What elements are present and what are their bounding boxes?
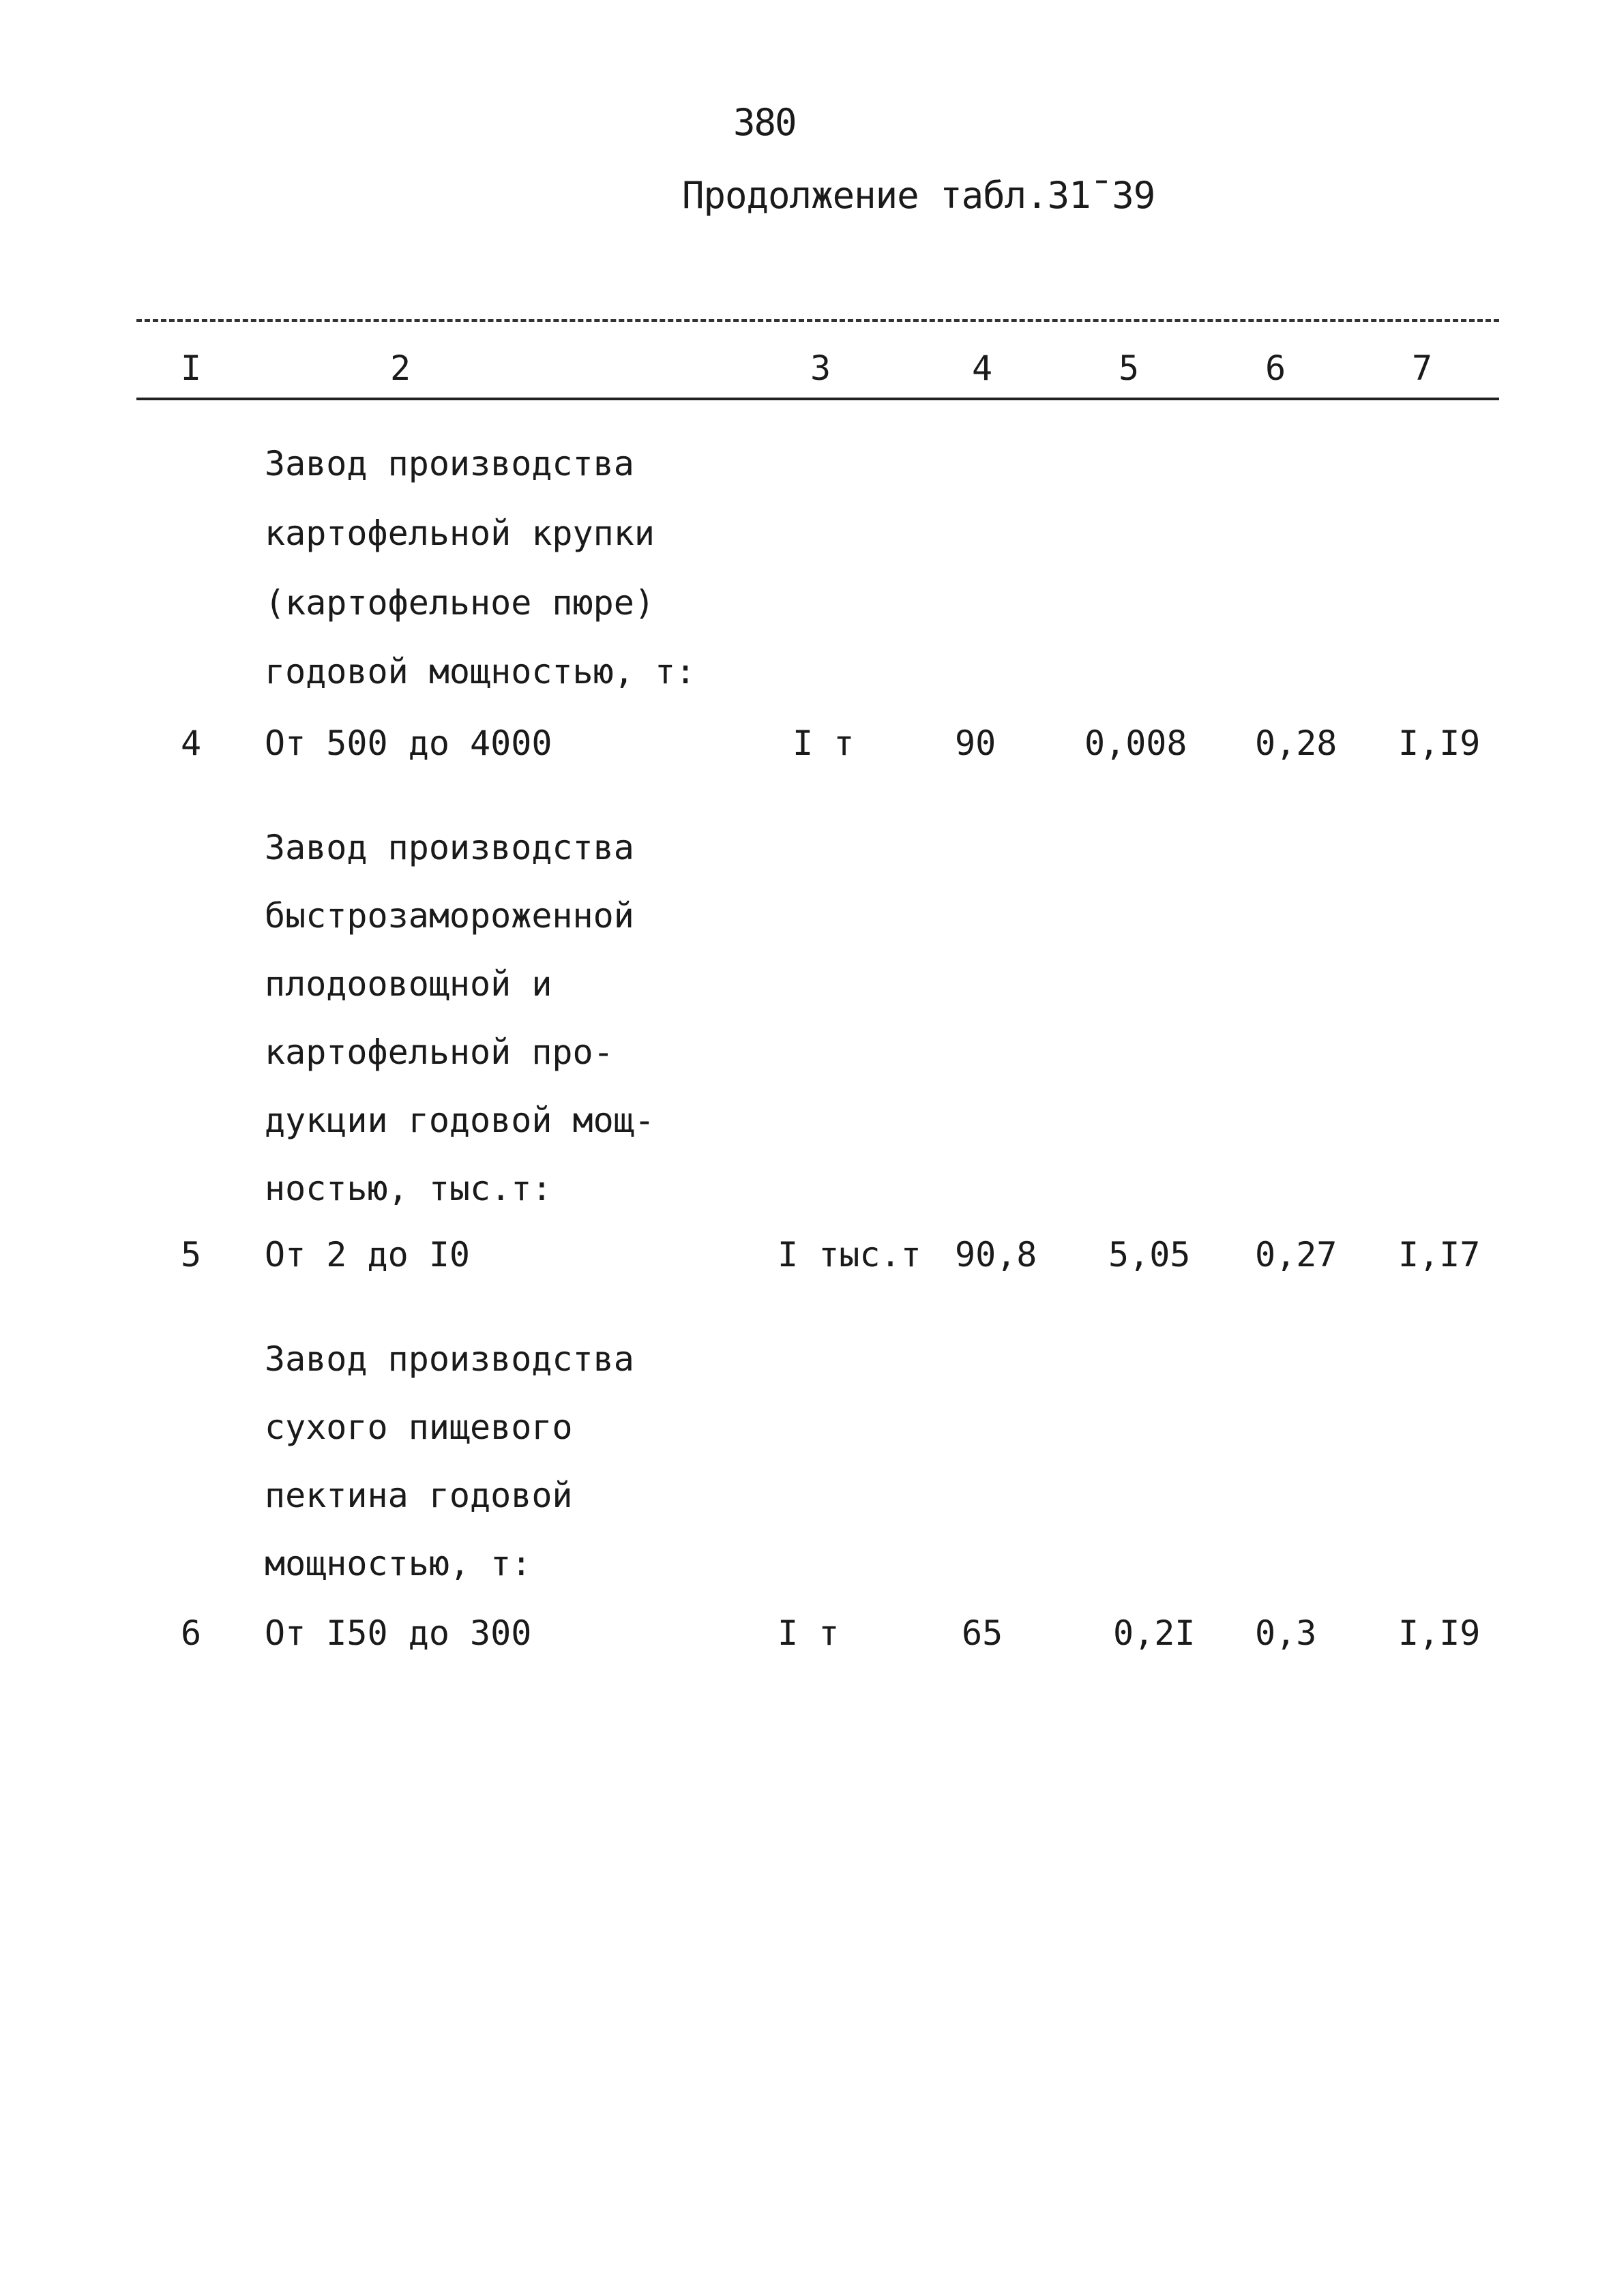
header-col-1: I [181, 348, 202, 388]
row6-desc-line: мощностью, т: [265, 1544, 532, 1583]
row4-col7: I,I9 [1398, 724, 1481, 763]
row5-col4: 90,8 [955, 1235, 1037, 1274]
row4-number: 4 [181, 724, 202, 763]
row6-col6: 0,3 [1255, 1613, 1317, 1653]
row6-number: 6 [181, 1613, 202, 1653]
row4-desc-line: Завод производства [265, 444, 634, 483]
row6-col5: 0,2I [1113, 1613, 1196, 1653]
row4-desc-line: (картофельное пюре) [265, 583, 655, 623]
row6-col4: 65 [962, 1613, 1003, 1653]
header-col-5: 5 [1119, 348, 1140, 388]
header-col-3: 3 [810, 348, 831, 388]
row5-col6: 0,27 [1255, 1235, 1337, 1274]
table-top-rule [136, 319, 1499, 322]
row5-col5: 5,05 [1108, 1235, 1191, 1274]
header-col-6: 6 [1265, 348, 1286, 388]
row5-desc-line: ностью, тыс.т: [265, 1169, 552, 1208]
row4-unit: I т [793, 724, 855, 763]
row6-col7: I,I9 [1398, 1613, 1481, 1653]
row4-col4: 90 [955, 724, 996, 763]
row4-range: От 500 до 4000 [265, 724, 552, 763]
header-bottom-rule [136, 398, 1499, 400]
row5-range: От 2 до I0 [265, 1235, 471, 1274]
row5-desc-line: картофельной про- [265, 1032, 614, 1072]
row6-desc-line: пектина годовой [265, 1476, 573, 1515]
row5-desc-line: быстрозамороженной [265, 896, 634, 936]
row6-unit: I т [778, 1613, 840, 1653]
page-number: 380 [733, 101, 796, 144]
row5-desc-line: плодоовощной и [265, 964, 552, 1004]
header-col-4: 4 [972, 348, 993, 388]
row5-number: 5 [181, 1235, 202, 1274]
table-caption: Продолжение табл.31ˉ39 [682, 174, 1155, 217]
header-col-2: 2 [390, 348, 411, 388]
row5-unit: I тыс.т [778, 1235, 921, 1274]
row4-desc-line: годовой мощностью, т: [265, 652, 696, 691]
row5-col7: I,I7 [1398, 1235, 1481, 1274]
row4-col6: 0,28 [1255, 724, 1337, 763]
row6-desc-line: сухого пищевого [265, 1407, 573, 1447]
row6-desc-line: Завод производства [265, 1339, 634, 1379]
row5-desc-line: Завод производства [265, 828, 634, 867]
row5-desc-line: дукции годовой мощ- [265, 1101, 655, 1140]
header-col-7: 7 [1412, 348, 1433, 388]
row4-desc-line: картофельной крупки [265, 513, 655, 553]
row6-range: От I50 до 300 [265, 1613, 532, 1653]
row4-col5: 0,008 [1084, 724, 1187, 763]
